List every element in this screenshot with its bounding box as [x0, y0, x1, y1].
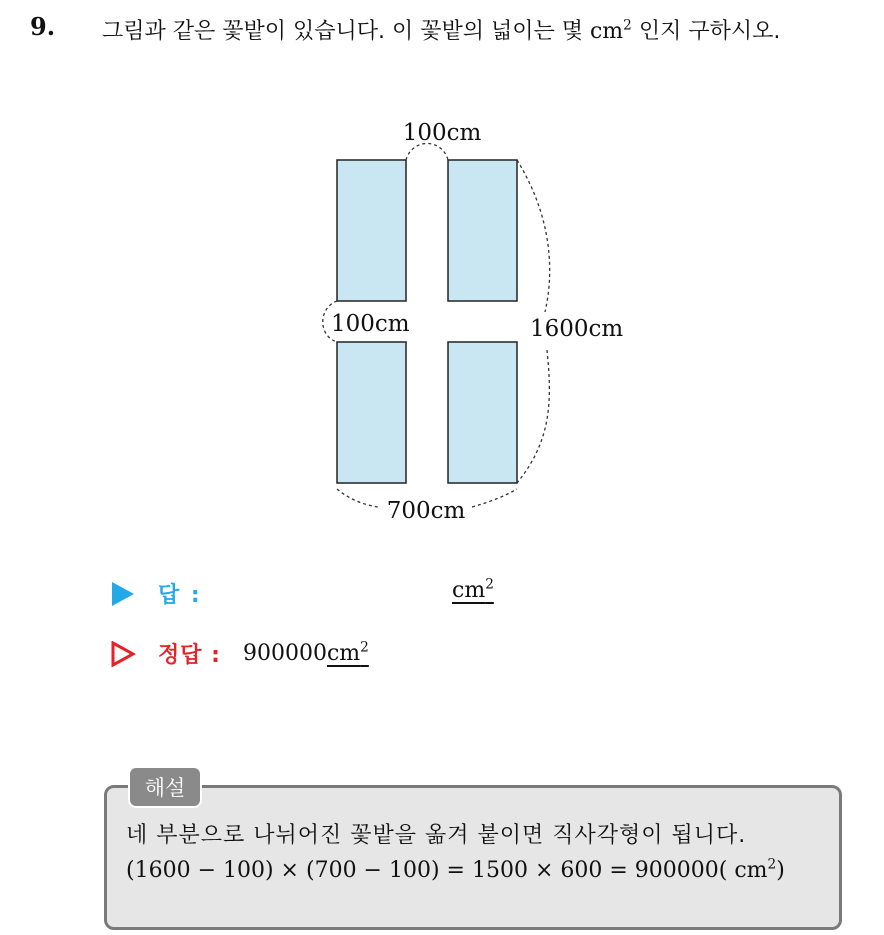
answer-unit-exponent: 2	[485, 576, 494, 593]
question-text-before: 그림과 같은 꽃밭이 있습니다. 이 꽃밭의 넓이는 몇	[102, 19, 590, 44]
question-text-after: 인지 구하시오.	[631, 19, 781, 44]
label-middle-gap: 100cm	[331, 311, 410, 337]
correct-answer-row	[110, 638, 369, 669]
flowerbed-top-right	[448, 160, 517, 301]
flowerbed-bottom-left	[337, 342, 406, 483]
explanation-line-1: 네 부분으로 나뉘어진 꽃밭을 옮겨 붙이면 직사각형이 됩니다.	[126, 823, 747, 848]
question-unit-base: cm	[589, 19, 624, 44]
explanation-formula-close: )	[776, 858, 785, 883]
explanation-formula-exponent: 2	[767, 856, 777, 873]
play-outline-icon	[110, 641, 136, 667]
answer-unit-base: cm	[452, 578, 486, 603]
question-unit-exponent: 2	[623, 17, 632, 34]
correct-answer-unit-exponent: 2	[360, 639, 369, 656]
explanation-formula: (1600 − 100) × (700 − 100) = 1500 × 600 = 900000( cm	[126, 858, 768, 883]
play-filled-icon	[110, 581, 136, 607]
label-top-gap: 100cm	[402, 120, 482, 146]
correct-answer-unit-base: cm	[326, 641, 361, 666]
correct-answer-value	[243, 641, 369, 666]
answer-row	[110, 578, 202, 609]
label-height: 1600cm	[530, 316, 624, 342]
correct-answer-label: 정답 :	[158, 643, 221, 668]
label-width: 700cm	[386, 498, 466, 524]
answer-blank-unit[interactable]	[452, 578, 502, 603]
correct-answer-unit	[327, 641, 369, 666]
flowerbed-bottom-right	[448, 342, 517, 483]
flowerbed-top-left	[337, 160, 406, 301]
answer-label: 답 :	[158, 583, 202, 608]
correct-answer-number: 900000	[242, 641, 327, 666]
explanation-tab: 해설	[128, 766, 202, 808]
explanation-line-2	[126, 858, 785, 883]
question-number: 9.	[30, 12, 56, 41]
